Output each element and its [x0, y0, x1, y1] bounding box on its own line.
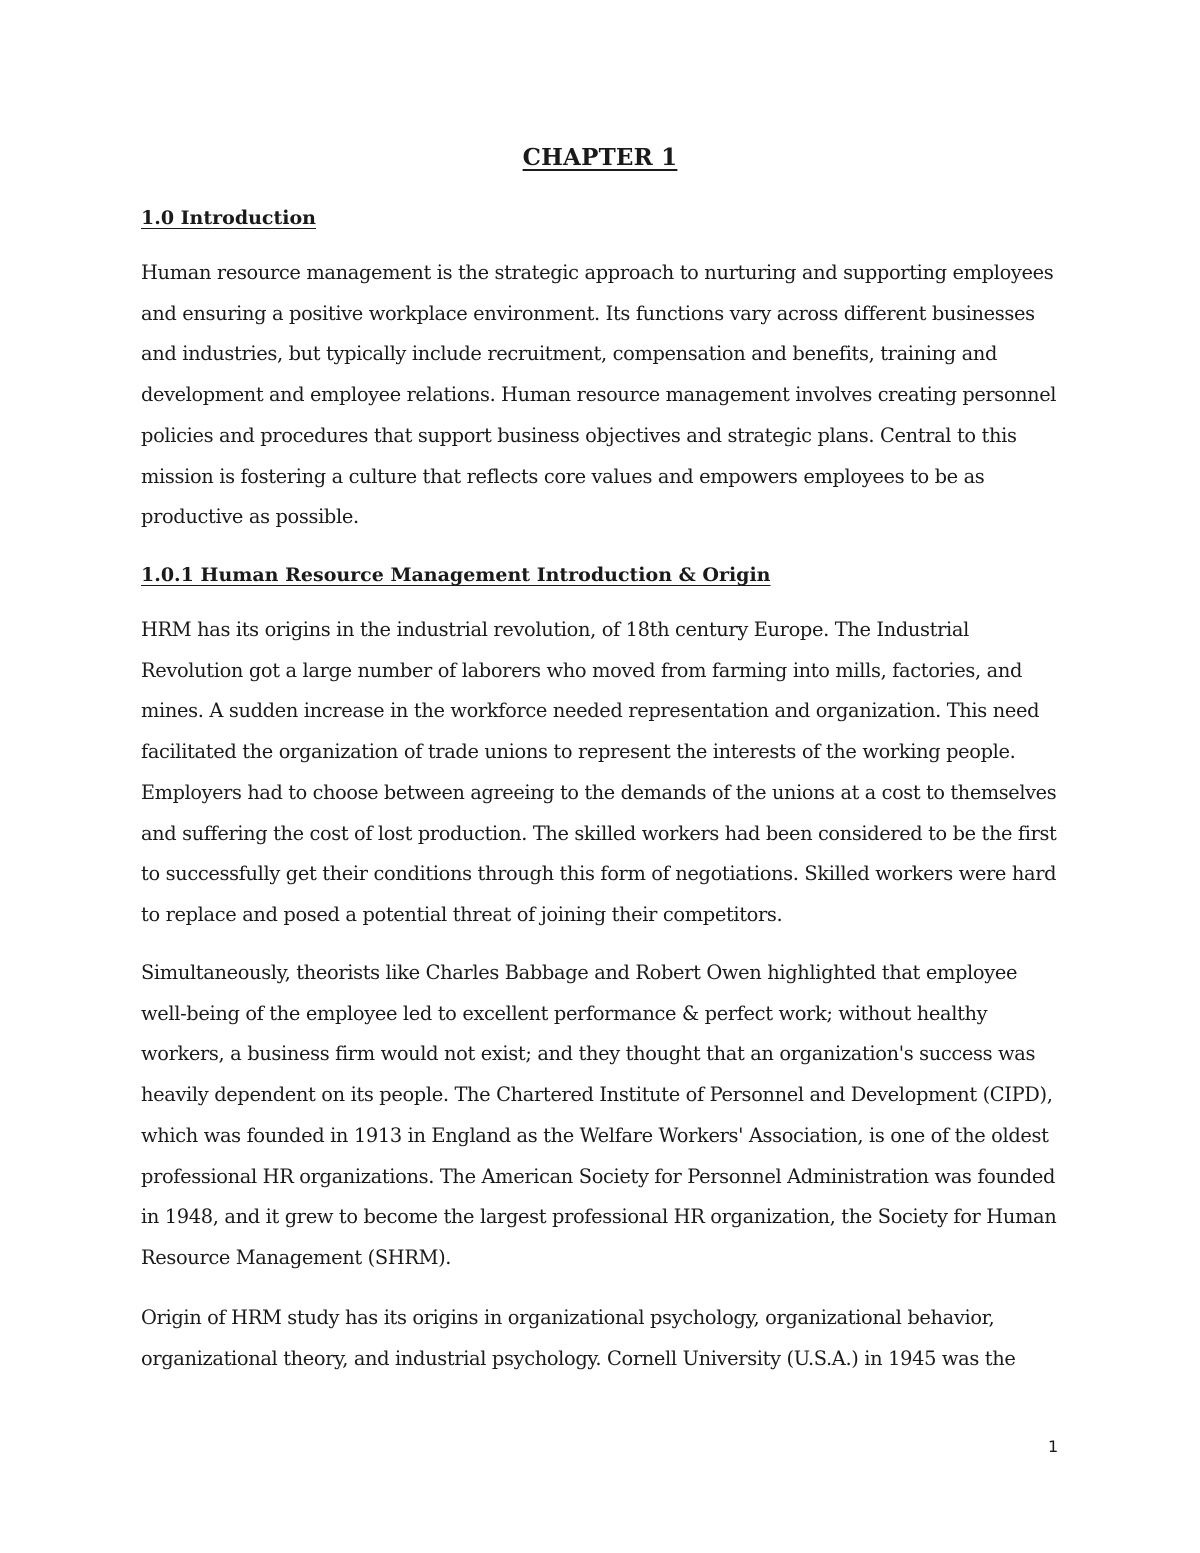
section-heading-hrm-origin: 1.0.1 Human Resource Management Introduction & Origin — [141, 564, 771, 586]
paragraph-line: Human resource management is the strategic approach to nurturing and supporting employees — [141, 261, 1054, 284]
chapter-title: CHAPTER 1 — [522, 144, 678, 171]
paragraph-line: policies and procedures that support business objectives and strategic plans. Central to this — [141, 423, 1017, 447]
paragraph-introduction — [141, 253, 1056, 538]
paragraph-line: development and employee relations. Human resource management involves creating personnel — [141, 383, 1057, 407]
paragraph-line: and suffering the cost of lost production. The skilled workers had been considered to be the first — [141, 821, 1057, 845]
paragraph-line: facilitated the organization of trade unions to represent the interests of the working people. — [141, 740, 1016, 764]
paragraph-line: well-being of the employee led to excellent performance & perfect work; without healthy — [141, 1001, 988, 1025]
paragraph-line: to replace and posed a potential threat of joining their competitors. — [141, 902, 783, 926]
paragraph-line: and industries, but typically include recruitment, compensation and benefits, training and — [141, 342, 998, 366]
paragraph-line: mission is fostering a culture that reflects core values and empowers employees to be as — [141, 464, 985, 488]
paragraph-line: Resource Management (SHRM). — [141, 1245, 452, 1269]
paragraph-line: professional HR organizations. The American Society for Personnel Administration was founded — [141, 1164, 1056, 1188]
paragraph-line: productive as possible. — [141, 505, 359, 529]
page-number: 1 — [1048, 1437, 1059, 1456]
paragraph-line: organizational theory, and industrial psychology. Cornell University (U.S.A.) in 1945 was the — [141, 1346, 1016, 1370]
paragraph-hrm-study-origin — [141, 1298, 1056, 1379]
paragraph-line: and ensuring a positive workplace environment. Its functions vary across different businesses — [141, 301, 1035, 325]
paragraph-line: Revolution got a large number of laborers who moved from farming into mills, factories, and — [141, 658, 1023, 682]
paragraph-industrial-revolution — [141, 610, 1056, 936]
paragraph-line: which was founded in 1913 in England as the Welfare Workers' Association, is one of the oldest — [141, 1123, 1049, 1147]
paragraph-line: Employers had to choose between agreeing to the demands of the unions at a cost to themselves — [141, 780, 1057, 804]
paragraph-line: mines. A sudden increase in the workforce needed representation and organization. This need — [141, 699, 1040, 723]
paragraph-line: workers, a business firm would not exist; and they thought that an organization's success was — [141, 1042, 1036, 1066]
paragraph-line: Simultaneously, theorists like Charles Babbage and Robert Owen highlighted that employee — [141, 961, 1018, 984]
paragraph-theorists — [141, 953, 1056, 1279]
paragraph-line: in 1948, and it grew to become the largest professional HR organization, the Society for Human — [141, 1205, 1057, 1229]
paragraph-line: to successfully get their conditions through this form of negotiations. Skilled workers were hard — [141, 862, 1057, 886]
paragraph-line: Origin of HRM study has its origins in organizational psychology, organizational behavior, — [141, 1306, 995, 1329]
paragraph-line: HRM has its origins in the industrial revolution, of 18th century Europe. The Industrial — [141, 618, 969, 641]
paragraph-line: heavily dependent on its people. The Chartered Institute of Personnel and Development (CIPD), — [141, 1083, 1053, 1107]
section-heading-introduction: 1.0 Introduction — [141, 207, 316, 229]
